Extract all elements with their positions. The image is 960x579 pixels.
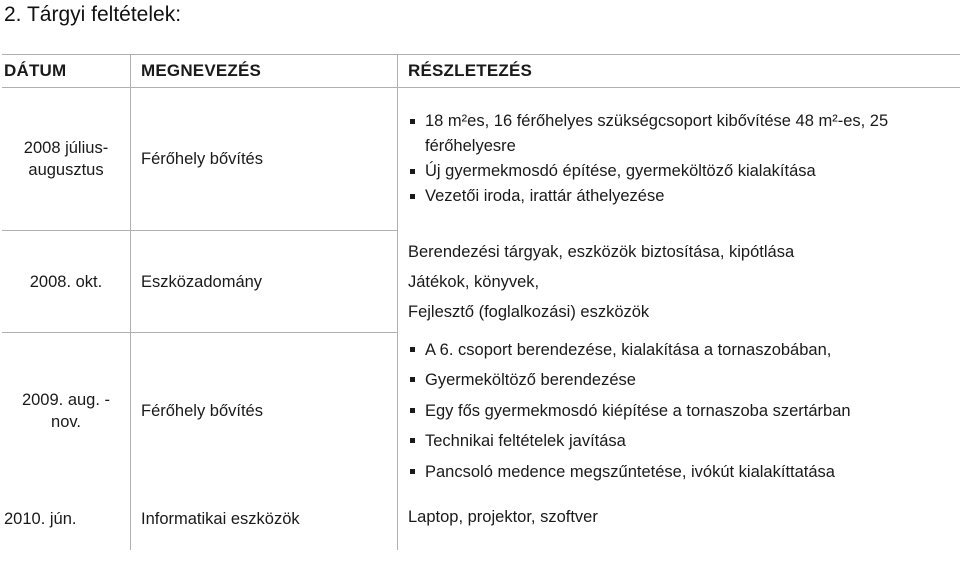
column-header-details: RÉSZLETEZÉS (398, 55, 960, 88)
row-date: 2008. okt. (2, 231, 131, 333)
column-header-date: DÁTUM (2, 55, 131, 88)
table-row (2, 231, 960, 333)
details-list (408, 109, 960, 209)
detail-item: Technikai feltételek javítása (408, 426, 960, 457)
row-details: Laptop, projektor, szoftver (398, 490, 960, 550)
detail-item: Vezetői iroda, irattár áthelyezése (408, 184, 960, 209)
column-header-name: MEGNEVEZÉS (131, 55, 398, 88)
row-name: Informatikai eszközök (131, 490, 398, 550)
detail-line: Fejlesztő (foglalkozási) eszközök (408, 302, 650, 321)
row-date: 2010. jún. (4, 509, 77, 528)
detail-item: Egy fős gyermekmosdó kiépítése a tornaszoba szertárban (408, 396, 960, 427)
table-header-row (2, 55, 960, 88)
table-row (2, 333, 960, 490)
row-name: Férőhely bővítés (131, 333, 398, 490)
table-row (2, 490, 960, 550)
row-date: 2009. aug. - nov. (2, 333, 131, 490)
row-details (398, 333, 960, 490)
table-row (2, 88, 960, 231)
section-heading: 2. Tárgyi feltételek: (4, 3, 182, 26)
row-details (398, 231, 960, 333)
detail-line: Játékok, könyvek, (408, 272, 540, 291)
row-details (398, 88, 960, 231)
row-name: Eszközadomány (131, 231, 398, 333)
detail-item: A 6. csoport berendezése, kialakítása a tornaszobában, (408, 335, 960, 366)
details-list (408, 335, 960, 488)
detail-item: Pancsoló medence megszűntetése, ivókút kialakíttatása (408, 457, 960, 488)
row-name: Férőhely bővítés (131, 88, 398, 231)
detail-item: Gyermeköltöző berendezése (408, 365, 960, 396)
detail-line: Berendezési tárgyak, eszközök biztosítása, kipótlása (408, 242, 795, 261)
detail-item: Új gyermekmosdó építése, gyermeköltöző kialakítása (408, 159, 960, 184)
material-conditions-table (2, 54, 960, 550)
detail-item: 18 m²es, 16 férőhelyes szükségcsoport kibővítése 48 m²-es, 25 férőhelyesre (408, 109, 960, 159)
row-date: 2008 július-augusztus (23, 139, 109, 179)
